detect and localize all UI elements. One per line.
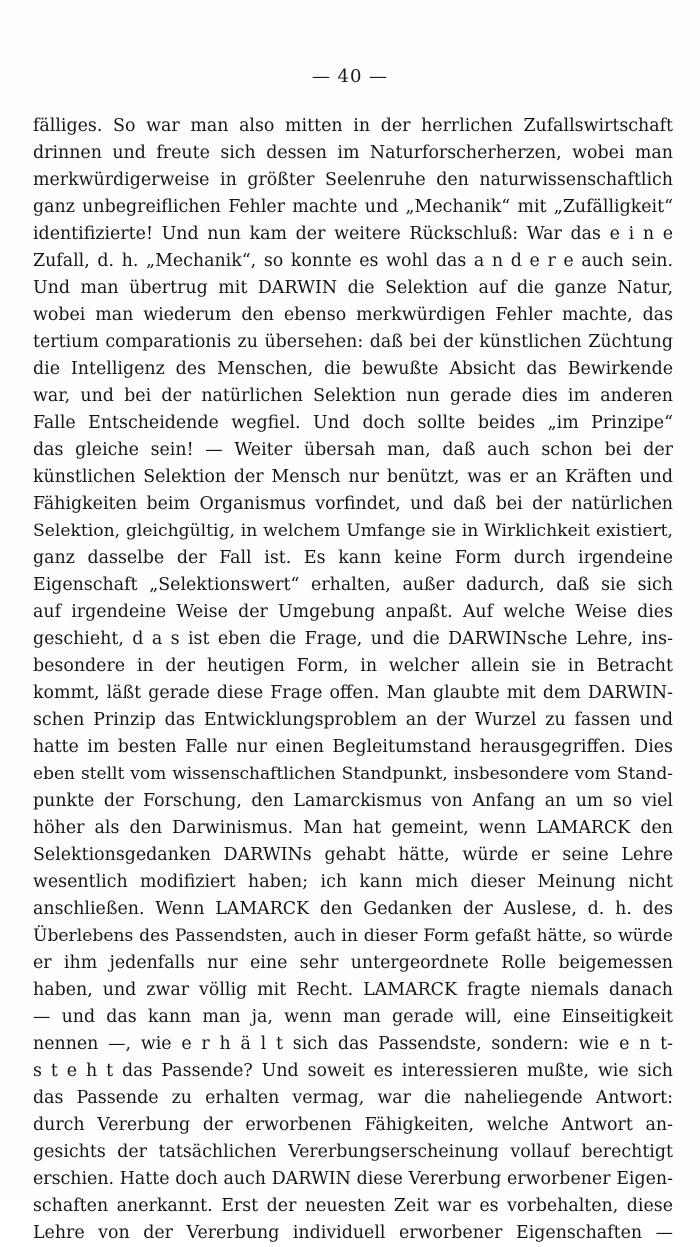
text-line: besondere in der heutigen Form, in welcher allein sie in Betracht [33, 656, 673, 676]
text-line: s t e h t das Passende? Und soweit es interessieren mußte, wie sich [33, 1061, 673, 1081]
text-line: punkte der Forschung, den Lamarckismus von Anfang an um so viel [33, 791, 673, 811]
text-line: das Passende zu erhalten vermag, war die naheliegende Antwort: [33, 1088, 673, 1108]
text-line: durch Vererbung der erworbenen Fähigkeiten, welche Antwort an- [33, 1115, 673, 1135]
page-number: — 40 — [311, 66, 389, 87]
text-line: ganz dasselbe der Fall ist. Es kann keine Form durch irgendeine [33, 548, 673, 568]
text-line: Selektionsgedanken DARWINs gehabt hätte, würde er seine Lehre [33, 845, 673, 865]
text-line: gesichts der tatsächlichen Vererbungserscheinung vollauf berechtigt [33, 1142, 673, 1162]
text-line: identifizierte! Und nun kam der weitere Rückschluß: War das e i n e [33, 224, 673, 244]
text-line: auf irgendeine Weise der Umgebung anpaßt. Auf welche Weise dies [33, 602, 673, 622]
text-line: fälliges. So war man also mitten in der herrlichen Zufallswirtschaft [33, 116, 673, 136]
text-line: tertium comparationis zu übersehen: daß bei der künstlichen Züchtung [33, 332, 673, 352]
body-text [33, 113, 673, 1247]
text-line: erschien. Hatte doch auch DARWIN diese Vererbung erworbener Eigen- [33, 1169, 673, 1189]
text-line: höher als den Darwinismus. Man hat gemeint, wenn LAMARCK den [33, 818, 673, 838]
text-line: ganz unbegreiflichen Fehler machte und „Mechanik“ mit „Zufälligkeit“ [33, 197, 673, 217]
text-line: das gleiche sein! — Weiter übersah man, daß auch schon bei der [33, 440, 673, 460]
text-line: merkwürdigerweise in größter Seelenruhe den naturwissenschaftlich [33, 170, 673, 190]
text-line: Falle Entscheidende wegfiel. Und doch sollte beides „im Prinzipe“ [33, 413, 673, 433]
text-line: — und das kann man ja, wenn man gerade will, eine Einseitigkeit [33, 1007, 673, 1027]
text-line: hatte im besten Falle nur einen Begleitumstand herausgegriffen. Dies [33, 737, 673, 757]
text-line: Fähigkeiten beim Organismus vorfindet, und daß bei der natürlichen [33, 494, 673, 514]
text-line: schen Prinzip das Entwicklungsproblem an der Wurzel zu fassen und [33, 710, 673, 730]
text-line: die Intelligenz des Menschen, die bewußte Absicht das Bewirkende [33, 359, 673, 379]
text-line: Lehre von der Vererbung individuell erworbener Eigenschaften — [33, 1223, 673, 1243]
text-line: geschieht, d a s ist eben die Frage, und die DARWINsche Lehre, ins- [33, 629, 673, 649]
text-line: Selektion, gleichgültig, in welchem Umfange sie in Wirklichkeit existiert, [33, 521, 673, 541]
text-line: drinnen und freute sich dessen im Naturforscherherzen, wobei man [33, 143, 673, 163]
text-line: nennen —, wie e r h ä l t sich das Passendste, sondern: wie e n t- [33, 1034, 673, 1054]
text-line: schaften anerkannt. Erst der neuesten Zeit war es vorbehalten, diese [33, 1196, 673, 1216]
text-line: Zufall, d. h. „Mechanik“, so konnte es wohl das a n d e r e auch sein. [33, 251, 673, 271]
text-line: wobei man wiederum den ebenso merkwürdigen Fehler machte, das [33, 305, 673, 325]
text-line: Eigenschaft „Selektionswert“ erhalten, außer dadurch, daß sie sich [33, 575, 673, 595]
text-line: künstlichen Selektion der Mensch nur benützt, was er an Kräften und [33, 467, 673, 487]
text-line: er ihm jedenfalls nur eine sehr untergeordnete Rolle beigemessen [33, 953, 673, 973]
text-line: war, und bei der natürlichen Selektion nun gerade dies im anderen [33, 386, 673, 406]
text-line: eben stellt vom wissenschaftlichen Standpunkt, insbesondere vom Stand- [33, 764, 673, 784]
text-line: Überlebens des Passendsten, auch in dieser Form gefaßt hätte, so würde [33, 926, 673, 946]
text-line: anschließen. Wenn LAMARCK den Gedanken der Auslese, d. h. des [33, 899, 673, 919]
text-line: Und man übertrug mit DARWIN die Selektion auf die ganze Natur, [33, 278, 673, 298]
text-line: wesentlich modifiziert haben; ich kann mich dieser Meinung nicht [33, 872, 673, 892]
text-line: kommt, läßt gerade diese Frage offen. Man glaubte mit dem DARWIN- [33, 683, 673, 703]
text-line: haben, und zwar völlig mit Recht. LAMARCK fragte niemals danach [33, 980, 673, 1000]
